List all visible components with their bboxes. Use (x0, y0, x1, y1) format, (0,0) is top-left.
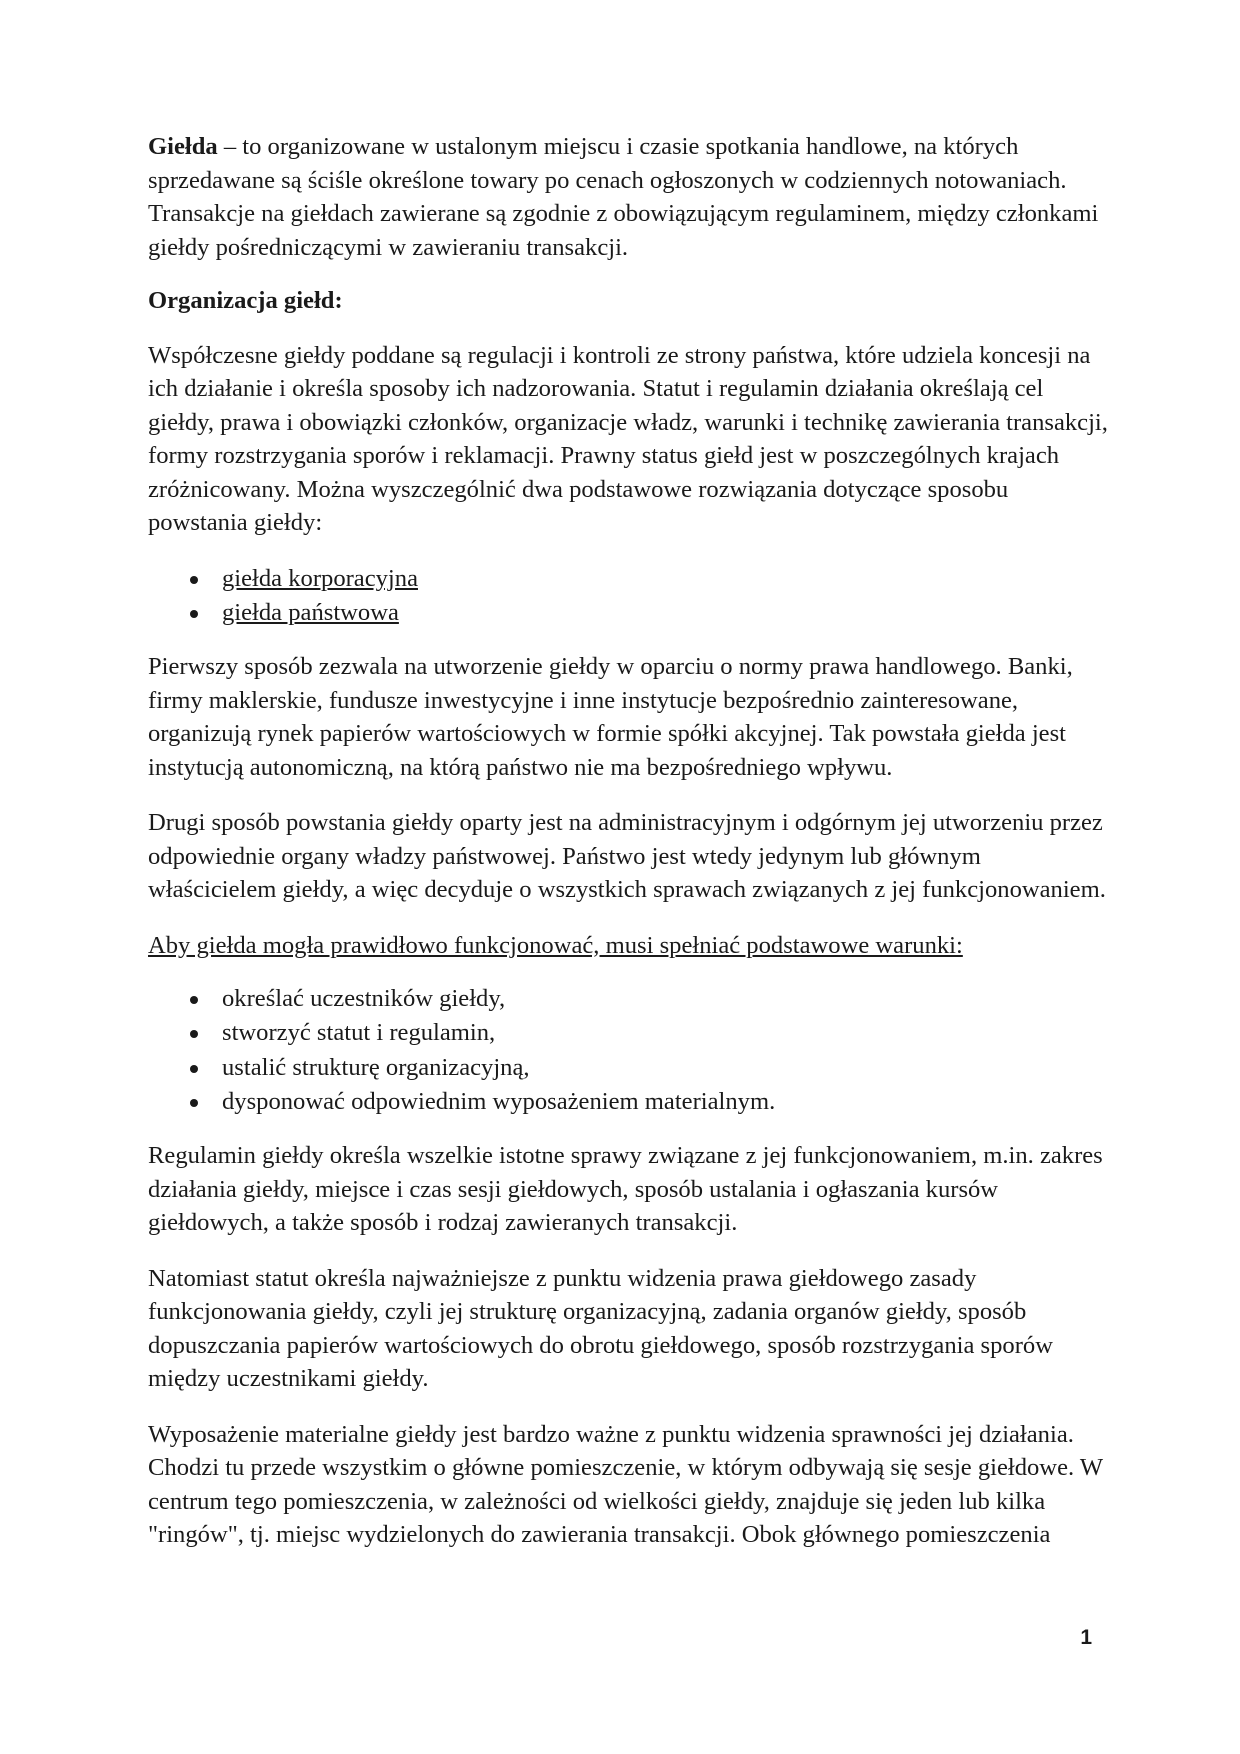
regulations-paragraph: Regulamin giełdy określa wszelkie istotne sprawy związane z jej funkcjonowaniem, m.in. zakres działania giełdy, miejsce i czas sesji giełdowych, sposób ustalania i ogłaszania kursów giełdowych, a także sposób i rodzaj zawieranych transakcji. (148, 1142, 1103, 1237)
conditions-list (148, 982, 1108, 1119)
condition-participants: określać uczestników giełdy, (222, 985, 506, 1013)
bullet-icon (190, 576, 198, 584)
first-method-paragraph: Pierwszy sposób zezwala na utworzenie giełdy w oparciu o normy prawa handlowego. Banki, firmy maklerskie, fundusze inwestycyjne i inne instytucje bezpośrednio zainteresowane, organizują rynek papierów wartościowych w formie spółki akcyjnej. Tak powstała giełda jest instytucją autonomiczną, na którą państwo nie ma bezpośredniego wpływu. (148, 653, 1073, 781)
conditions-intro: Aby giełda mogła prawidłowo funkcjonować, musi spełniać podstawowe warunki: (148, 931, 963, 959)
term-giełda: Giełda (148, 133, 218, 160)
intro-paragraph (148, 130, 1108, 264)
exchange-type-corporate-link[interactable]: giełda korporacyjna (222, 564, 418, 592)
exchange-types-list (148, 562, 1108, 631)
list-item (148, 1016, 1108, 1050)
bullet-icon (190, 1030, 198, 1038)
condition-structure: ustalić strukturę organizacyjną, (222, 1053, 530, 1081)
list-item[interactable] (148, 596, 1108, 630)
organization-paragraph: Współczesne giełdy poddane są regulacji i kontroli ze strony państwa, które udziela koncesji na ich działanie i określa sposoby ich nadzorowania. Statut i regulamin działania określają cel giełdy, prawa i obowiązki członków, organizacje władz, warunki i technikę zawierania transakcji, formy rozstrzygania sporów i reklamacji. Prawny status giełd jest w poszczególnych krajach zróżnicowany. Można wyszczególnić dwa podstawowe rozwiązania dotyczące sposobu powstania giełdy: (148, 341, 1108, 536)
exchange-type-state-link[interactable]: giełda państwowa (222, 598, 399, 626)
document-page (148, 130, 1108, 1574)
term-definition: – to organizowane w ustalonym miejscu i czasie spotkania handlowe, na których sprzedawane są ściśle określone towary po cenach ogłoszonych w codziennych notowaniach. Transakcje na giełdach zawierane są zgodnie z obowiązującym regulaminem, między członkami giełdy pośredniczącymi w zawieraniu transakcji. (148, 133, 1099, 261)
bullet-icon (190, 1099, 198, 1107)
bullet-icon (190, 610, 198, 618)
list-item[interactable] (148, 562, 1108, 596)
bullet-icon (190, 1065, 198, 1073)
list-item (148, 1085, 1108, 1119)
list-item (148, 982, 1108, 1016)
statute-paragraph: Natomiast statut określa najważniejsze z punktu widzenia prawa giełdowego zasady funkcjonowania giełdy, czyli jej strukturę organizacyjną, zadania organów giełdy, sposób dopuszczania papierów wartościowych do obrotu giełdowego, sposób rozstrzygania sporów między uczestnikami giełdy. (148, 1264, 1053, 1393)
condition-statute: stworzyć statut i regulamin, (222, 1019, 496, 1047)
equipment-paragraph: Wyposażenie materialne giełdy jest bardzo ważne z punktu widzenia sprawności jej działania. Chodzi tu przede wszystkim o główne pomieszczenie, w którym odbywają się sesje giełdowe. W centrum tego pomieszczenia, w zależności od wielkości giełdy, znajduje się jeden lub kilka "ringów", tj. miejsc wydzielonych do zawierania transakcji. Obok głównego pomieszczenia (148, 1420, 1103, 1549)
page-number: 1 (1080, 1626, 1092, 1649)
list-item (148, 1051, 1108, 1085)
section-heading: Organizacja giełd: (148, 287, 343, 314)
second-method-paragraph: Drugi sposób powstania giełdy oparty jest na administracyjnym i odgórnym jej utworzeniu przez odpowiednie organy władzy państwowej. Państwo jest wtedy jedynym lub głównym właścicielem giełdy, a więc decyduje o wszystkich sprawach związanych z jej funkcjonowaniem. (148, 809, 1106, 904)
condition-equipment: dysponować odpowiednim wyposażeniem materialnym. (222, 1087, 776, 1115)
bullet-icon (190, 996, 198, 1004)
